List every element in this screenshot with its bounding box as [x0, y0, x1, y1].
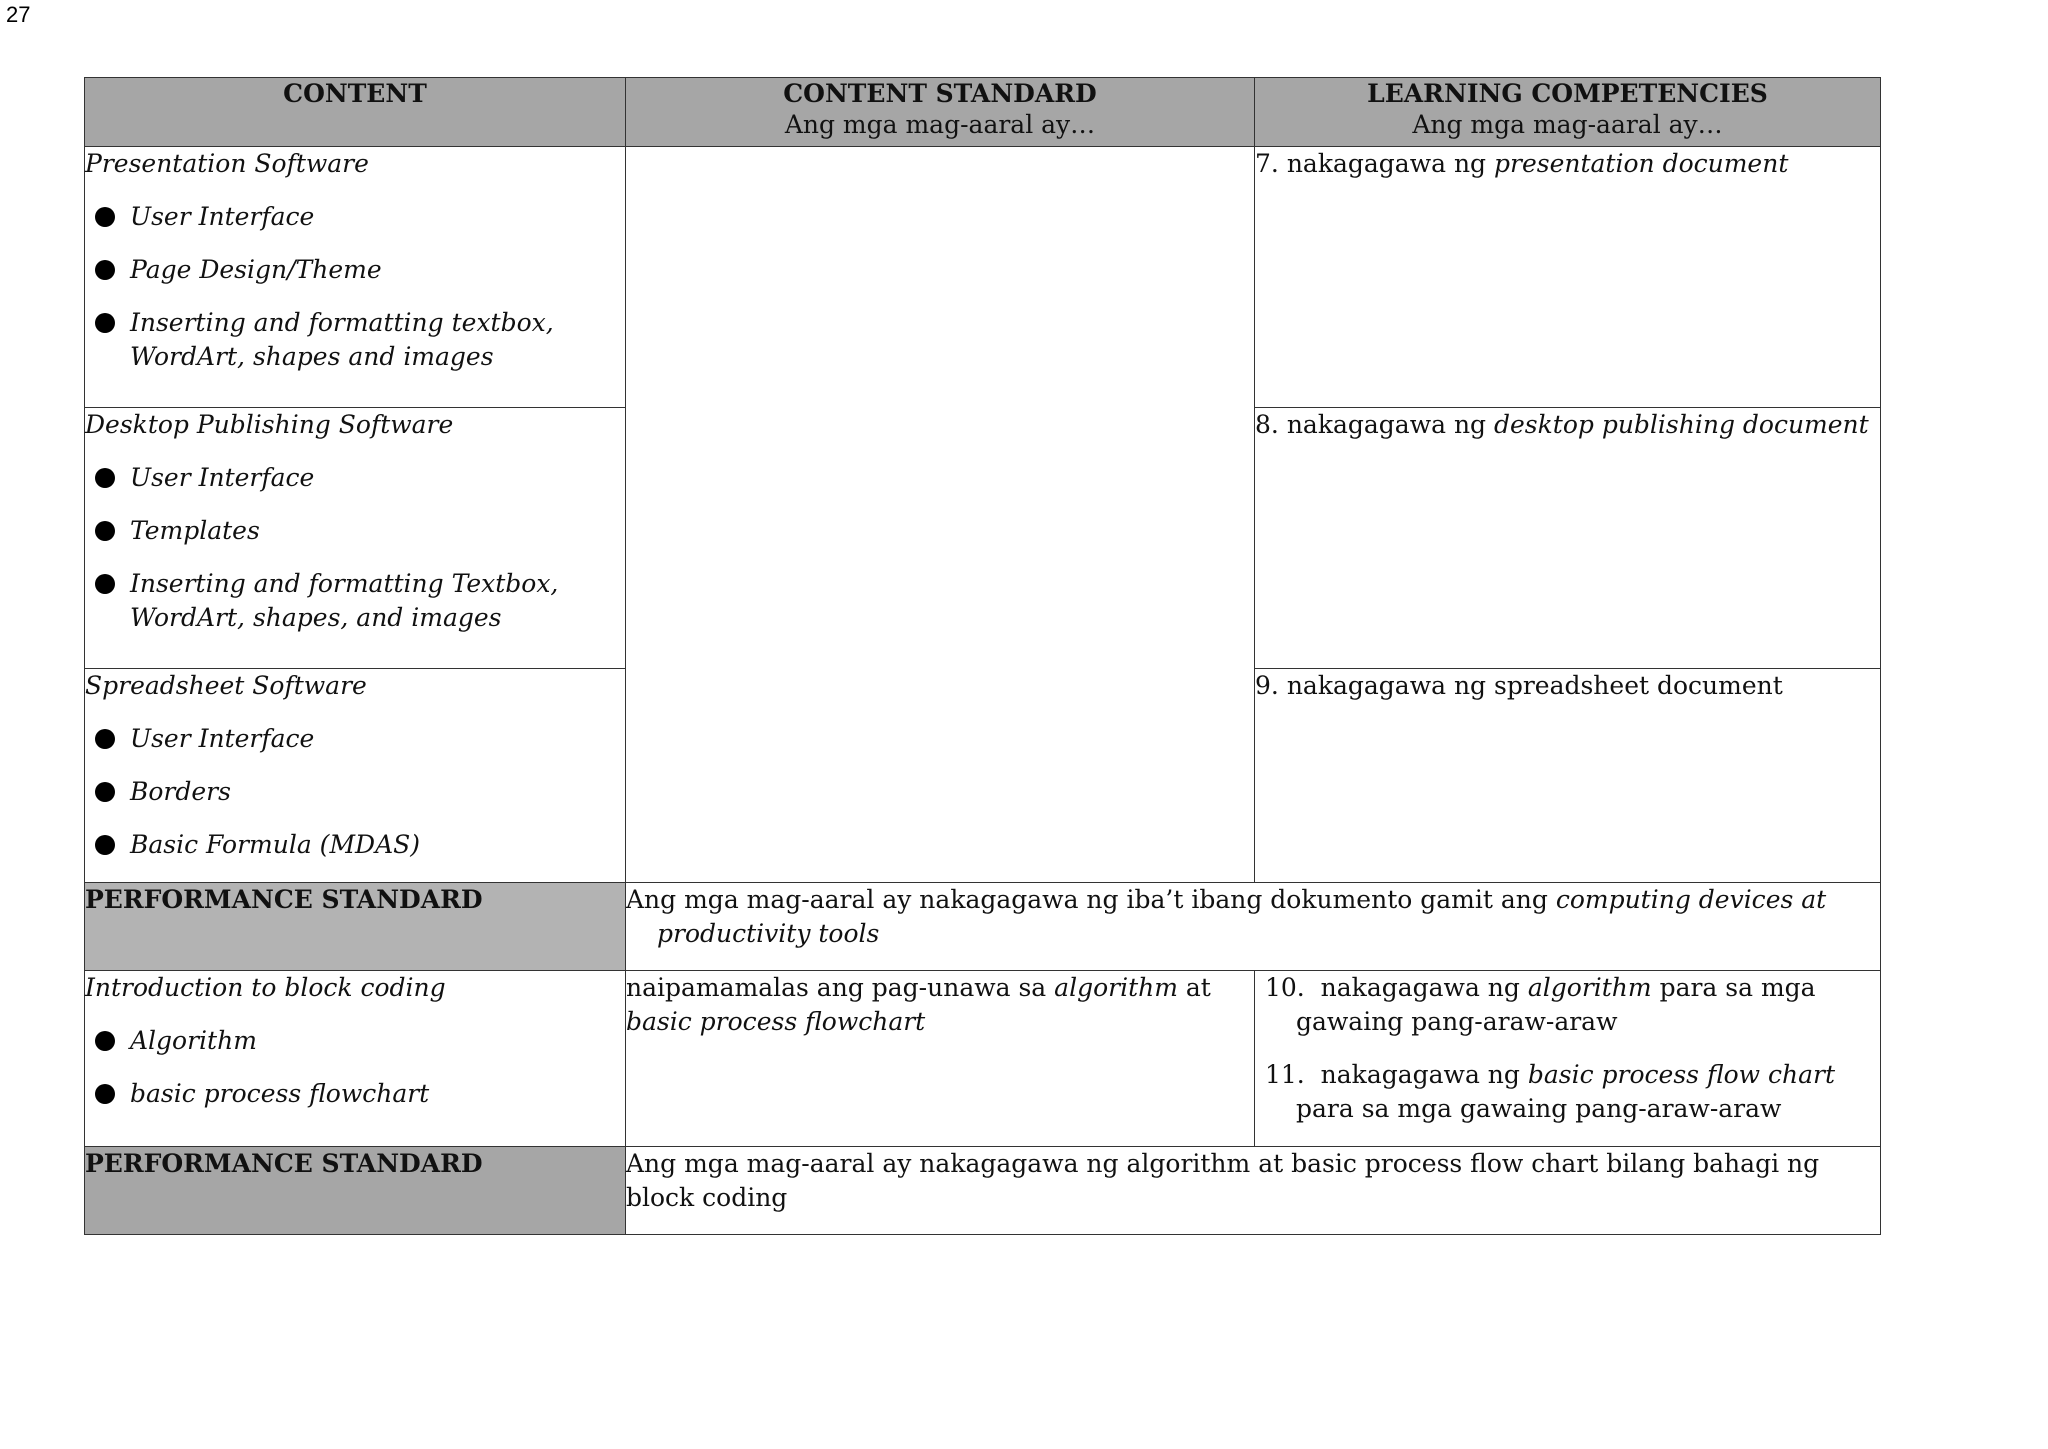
bullet-icon — [95, 260, 115, 280]
competency-text: nakagagawa ng — [1286, 149, 1487, 178]
content-topic: Presentation Software — [85, 149, 369, 178]
content-item — [85, 461, 625, 495]
competency-cell — [1255, 408, 1881, 669]
content-item-text: Algorithm — [130, 1026, 257, 1055]
content-item — [85, 1077, 625, 1111]
row-presentation-software — [85, 147, 1881, 408]
competency-emphasis: basic process flow chart — [1527, 1060, 1836, 1089]
content-item — [85, 722, 625, 756]
content-cell — [85, 669, 626, 883]
competency-post: para sa mga gawaing pang-araw-araw — [1296, 1094, 1782, 1123]
bullet-icon — [95, 1031, 115, 1051]
competency-item — [1255, 147, 1880, 181]
competency-number: 7. — [1255, 149, 1279, 178]
header-row — [85, 78, 1881, 147]
content-item-text: Page Design/Theme — [130, 255, 382, 284]
content-item-text: Basic Formula (MDAS) — [130, 830, 421, 859]
header-learning-competencies-title: LEARNING COMPETENCIES — [1367, 79, 1768, 108]
content-item-text: User Interface — [130, 724, 315, 753]
competency-item — [1255, 408, 1880, 442]
bullet-icon — [95, 729, 115, 749]
competency-number: 10. — [1265, 973, 1305, 1002]
bullet-icon — [95, 521, 115, 541]
header-learning-competencies-sub: Ang mga mag-aaral ay… — [1412, 110, 1723, 139]
content-item-text: Inserting and formatting textbox, WordArt, shapes and images — [130, 308, 554, 371]
content-cell — [85, 147, 626, 408]
content-item — [85, 1024, 625, 1058]
header-content-standard — [626, 78, 1255, 147]
content-item-text: User Interface — [130, 463, 315, 492]
content-standard-emphasis-1: algorithm — [1054, 973, 1178, 1002]
content-item — [85, 775, 625, 809]
competency-cell — [1255, 669, 1881, 883]
performance-standard-label: PERFORMANCE STANDARD — [85, 883, 626, 971]
content-topic: Desktop Publishing Software — [85, 410, 454, 439]
competency-number: 9. — [1255, 671, 1279, 700]
content-items — [85, 461, 625, 635]
performance-standard-label: PERFORMANCE STANDARD — [85, 1147, 626, 1235]
competency-emphasis: presentation document — [1494, 149, 1789, 178]
content-standard-mid: at — [1185, 973, 1211, 1002]
curriculum-table — [84, 77, 1881, 1235]
competency-cell — [1255, 971, 1881, 1147]
row-performance-standard-2 — [85, 1147, 1881, 1235]
header-content-title: CONTENT — [283, 79, 427, 108]
page-number: 27 — [6, 2, 31, 27]
content-items — [85, 722, 625, 862]
bullet-icon — [95, 782, 115, 802]
bullet-icon — [95, 1084, 115, 1104]
performance-standard-body — [626, 883, 1880, 951]
content-items — [85, 1024, 625, 1111]
content-item — [85, 306, 625, 374]
content-item — [85, 200, 625, 234]
row-block-coding — [85, 971, 1881, 1147]
content-item — [85, 567, 625, 635]
content-item-text: basic process flowchart — [130, 1079, 430, 1108]
content-standard-emphasis-2: basic process flowchart — [626, 1007, 926, 1036]
bullet-icon — [95, 313, 115, 333]
header-learning-competencies — [1255, 78, 1881, 147]
content-cell — [85, 408, 626, 669]
performance-standard-text — [626, 883, 1881, 971]
content-topic: Introduction to block coding — [85, 973, 446, 1002]
performance-standard-pre: Ang mga mag-aaral ay nakagagawa ng iba’t ibang dokumento gamit ang — [626, 885, 1548, 914]
bullet-icon — [95, 468, 115, 488]
header-content-standard-sub: Ang mga mag-aaral ay… — [784, 110, 1096, 139]
competency-emphasis: algorithm — [1527, 973, 1652, 1002]
content-standard-cell-empty — [626, 147, 1255, 883]
competency-text: nakagagawa ng — [1320, 1060, 1520, 1089]
header-content-standard-title: CONTENT STANDARD — [783, 79, 1097, 108]
content-cell — [85, 971, 626, 1147]
content-item — [85, 828, 625, 862]
competency-item — [1265, 1058, 1880, 1126]
competency-emphasis: desktop publishing document — [1494, 410, 1869, 439]
content-topic: Spreadsheet Software — [85, 671, 367, 700]
content-items — [85, 200, 625, 374]
content-standard-pre: naipamamalas ang pag-unawa sa — [626, 973, 1047, 1002]
performance-standard-text: Ang mga mag-aaral ay nakagagawa ng algorithm at basic process flow chart bilang bahagi ng block coding — [626, 1147, 1881, 1235]
competency-item — [1255, 669, 1880, 703]
competency-text: nakagagawa ng — [1286, 410, 1487, 439]
competency-number: 8. — [1255, 410, 1279, 439]
content-item-text: User Interface — [130, 202, 315, 231]
content-item-text: Inserting and formatting Textbox, WordArt, shapes, and images — [130, 569, 559, 632]
competency-item — [1265, 971, 1880, 1039]
competency-text: nakagagawa ng — [1320, 973, 1520, 1002]
bullet-icon — [95, 835, 115, 855]
content-item-text: Templates — [130, 516, 260, 545]
bullet-icon — [95, 207, 115, 227]
row-performance-standard-1 — [85, 883, 1881, 971]
bullet-icon — [95, 574, 115, 594]
competency-post: para sa mga gawaing pang-araw-araw — [1296, 973, 1816, 1036]
competency-cell — [1255, 147, 1881, 408]
header-content — [85, 78, 626, 147]
performance-standard-emphasis: computing devices at productivity tools — [657, 885, 1827, 948]
content-item-text: Borders — [130, 777, 231, 806]
competency-number: 11. — [1265, 1060, 1305, 1089]
content-item — [85, 514, 625, 548]
content-standard-cell — [626, 971, 1255, 1147]
competency-text: nakagagawa ng spreadsheet document — [1286, 671, 1783, 700]
content-item — [85, 253, 625, 287]
